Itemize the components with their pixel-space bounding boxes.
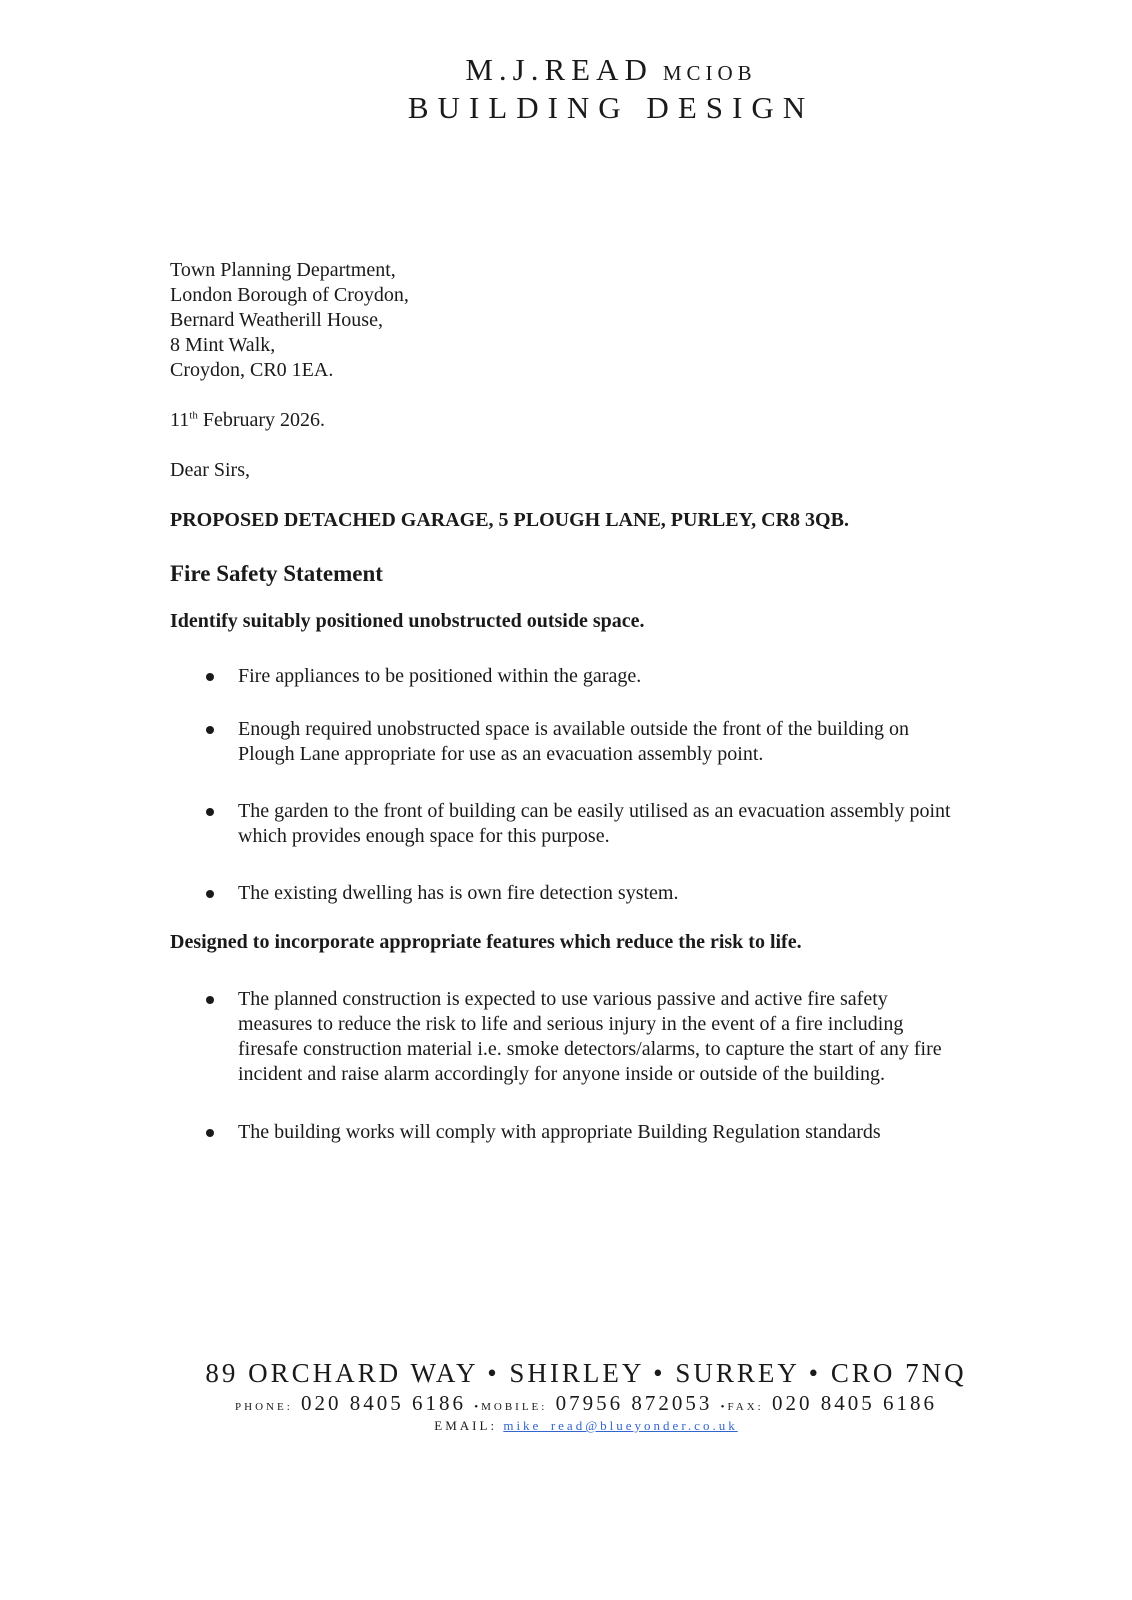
list-item [170, 799, 953, 849]
bullet-list-risk-to-life [170, 987, 970, 1145]
date-day: 11 [170, 409, 190, 431]
date-rest: February 2026. [197, 409, 326, 431]
address-line: London Borough of Croydon, [170, 284, 409, 306]
bullet-icon [206, 808, 214, 816]
footer-address: 89 ORCHARD WAY • SHIRLEY • SURREY • CRO 7NQ [205, 1358, 967, 1388]
list-item-text: The building works will comply with appropriate Building Regulation standards [238, 1121, 881, 1143]
date-suffix: th [189, 409, 198, 422]
footer-email [40, 1418, 1132, 1434]
recipient-address [170, 258, 970, 383]
phone-label: PHONE: [235, 1401, 293, 1413]
list-item-text: Fire appliances to be positioned within the garage. [238, 665, 642, 687]
bullet-list-outside-space [170, 664, 970, 906]
bullet-icon [206, 996, 214, 1004]
address-line: Croydon, CR0 1EA. [170, 359, 334, 381]
mobile-number: 07956 872053 [555, 1391, 713, 1415]
footer-contacts [40, 1391, 1132, 1416]
email-link[interactable]: mike_read@blueyonder.co.uk [503, 1418, 738, 1433]
list-item [170, 987, 953, 1087]
bullet-icon [206, 890, 214, 898]
list-item [170, 1120, 953, 1145]
subheading-risk-to-life: Designed to incorporate appropriate features which reduce the risk to life. [170, 931, 802, 953]
letterhead-name-line [90, 52, 1132, 88]
letterhead [0, 52, 1132, 126]
bullet-icon [206, 673, 214, 681]
letter-footer [0, 1358, 1132, 1434]
list-item-text: The garden to the front of building can be easily utilised as an evacuation assembly point which provides enough space for this purpose. [238, 800, 951, 847]
list-item-text: The planned construction is expected to use various passive and active fire safety measures to reduce the risk to life and serious injury in the event of a fire including firesafe construction material i.e. smoke detectors/alarms, to capture the start of any fire incident and raise alarm accordingly for anyone inside or outside of the building. [238, 988, 942, 1085]
bullet-icon [206, 1129, 214, 1137]
address-line: Bernard Weatherill House, [170, 309, 383, 331]
letterhead-qualification: MCIOB [662, 61, 757, 85]
fax-label: •FAX: [720, 1401, 764, 1413]
list-item [170, 881, 953, 906]
subheading-outside-space: Identify suitably positioned unobstructed outside space. [170, 610, 645, 632]
list-item [170, 664, 953, 689]
list-item-text: The existing dwelling has is own fire detection system. [238, 882, 679, 904]
email-label: EMAIL: [434, 1418, 498, 1433]
phone-number: 020 8405 6186 [301, 1391, 467, 1415]
subject-line: PROPOSED DETACHED GARAGE, 5 PLOUGH LANE, PURLEY, CR8 3QB. [170, 509, 849, 531]
address-line: 8 Mint Walk, [170, 334, 276, 356]
section-title: Fire Safety Statement [170, 561, 383, 586]
list-item [170, 717, 953, 767]
letterhead-name: M.J.READ [465, 52, 653, 87]
address-line: Town Planning Department, [170, 259, 396, 281]
letter-body [170, 258, 970, 1145]
list-item-text: Enough required unobstructed space is available outside the front of the building on Plough Lane appropriate for use as an evacuation assembly point. [238, 718, 909, 765]
salutation: Dear Sirs, [170, 459, 250, 481]
bullet-icon [206, 726, 214, 734]
letter-date [170, 408, 970, 433]
letterhead-firm: BUILDING DESIGN [407, 90, 815, 125]
fax-number: 020 8405 6186 [771, 1391, 937, 1415]
mobile-label: •MOBILE: [474, 1401, 548, 1413]
